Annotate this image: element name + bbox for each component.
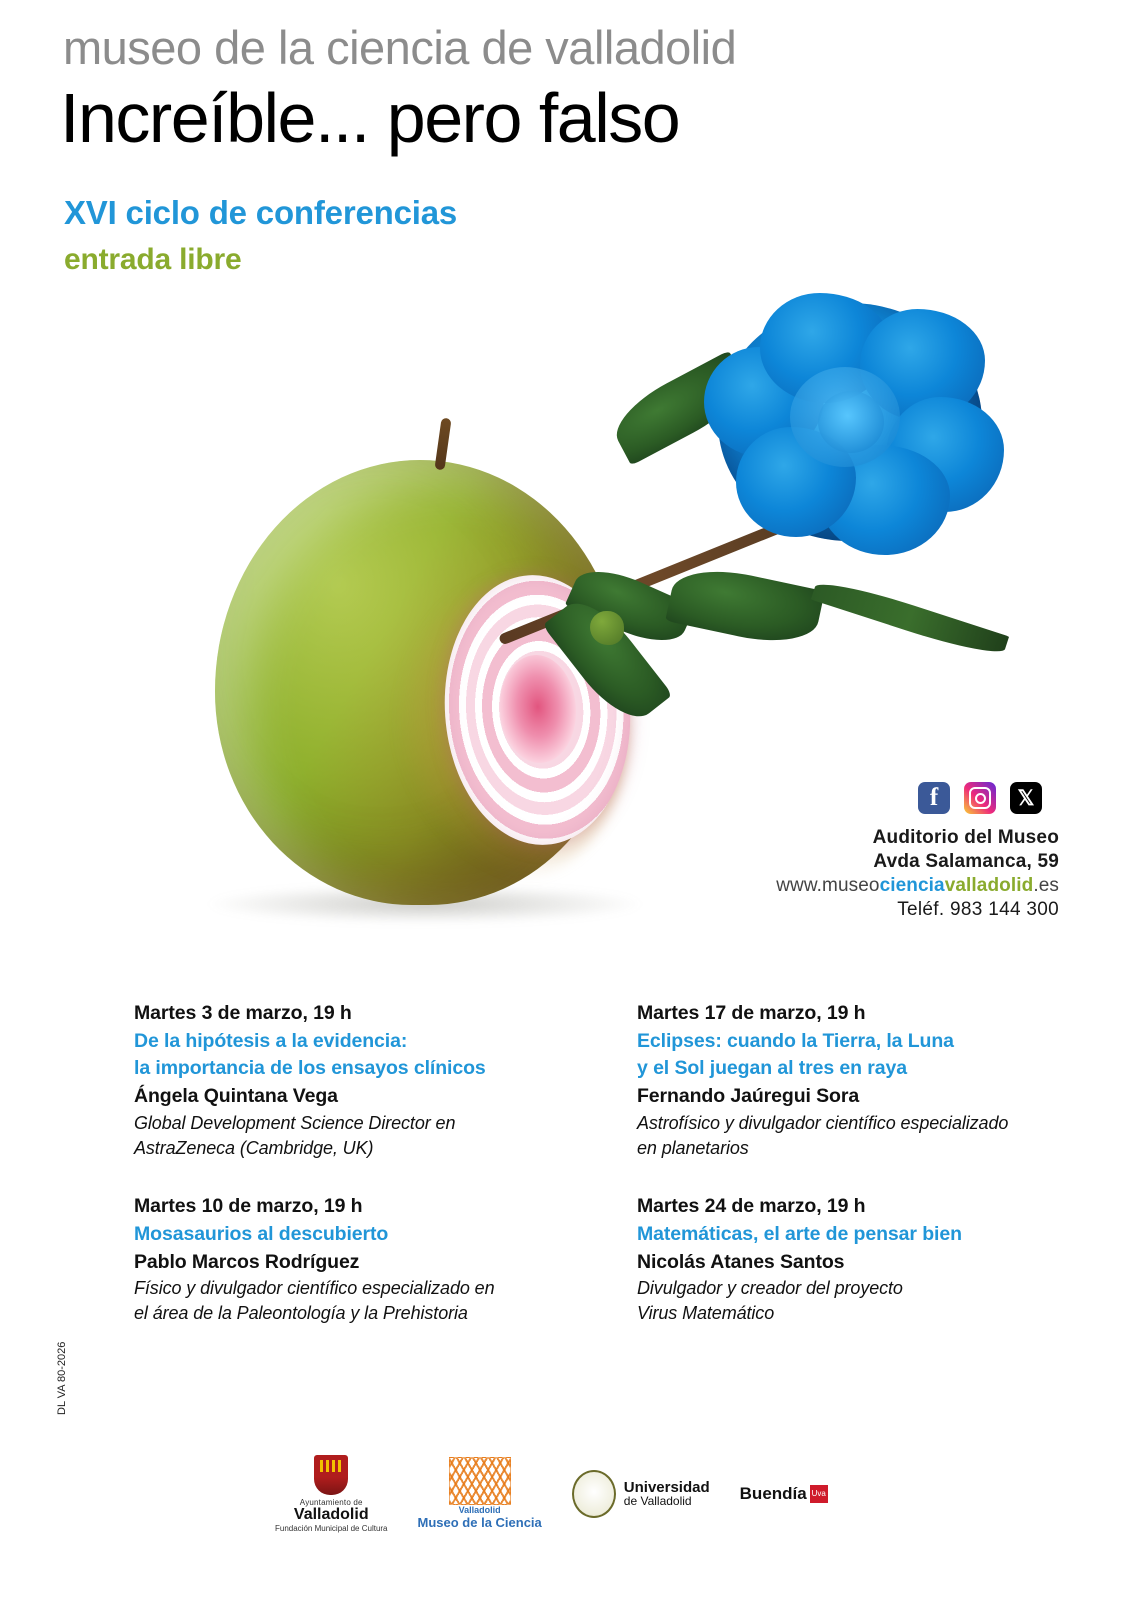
museum-name: museo de la ciencia de valladolid: [63, 21, 737, 74]
logo-line-3: Fundación Municipal de Cultura: [275, 1523, 388, 1533]
logo-line-1: Ayuntamiento de: [299, 1498, 363, 1507]
venue-info: [776, 826, 1059, 923]
session-role: Físico y divulgador científico especializado en: [134, 1278, 495, 1299]
onion-core: [496, 652, 579, 765]
session-title-2: y el Sol juegan al tres en raya: [637, 1057, 908, 1080]
logo-line-1: Valladolid: [458, 1505, 501, 1516]
program-column-right: [637, 1000, 1057, 1359]
session-role: Global Development Science Director en: [134, 1112, 456, 1133]
facebook-icon[interactable]: f: [918, 782, 950, 814]
logo-buendia: [740, 1484, 828, 1504]
list-item: [637, 1000, 1057, 1160]
url-part-valladolid: valladolid: [944, 875, 1034, 897]
session-role-2: el área de la Paleontología y la Prehistoria: [134, 1303, 468, 1324]
venue-name: Auditorio del Museo: [872, 827, 1059, 848]
session-date: Martes 17 de marzo, 19 h: [637, 1002, 866, 1024]
free-entry-label: entrada libre: [64, 243, 242, 276]
leaf-icon: [665, 560, 825, 652]
website-url[interactable]: [776, 874, 1059, 898]
session-date: Martes 3 de marzo, 19 h: [134, 1002, 352, 1024]
url-suffix: .es: [1033, 875, 1059, 897]
leaf-icon: [811, 575, 1009, 662]
session-date: Martes 10 de marzo, 19 h: [134, 1195, 363, 1218]
url-part-museo: museo: [822, 875, 880, 897]
session-date: Martes 24 de marzo, 19 h: [637, 1195, 866, 1218]
list-item: [134, 1000, 554, 1160]
session-title-2: la importancia de los ensayos clínicos: [134, 1057, 486, 1080]
coat-of-arms-icon: [314, 1455, 348, 1495]
session-title: Eclipses: cuando la Tierra, la Luna: [637, 1029, 954, 1052]
session-title: De la hipótesis a la evidencia:: [134, 1029, 408, 1052]
session-speaker: Nicolás Atanes Santos: [637, 1250, 845, 1273]
session-speaker: Pablo Marcos Rodríguez: [134, 1250, 360, 1273]
flower-bud: [590, 611, 624, 645]
deposit-legal: DL VA 80-2026: [56, 1341, 68, 1415]
session-role-2: en planetarios: [637, 1137, 749, 1158]
buendia-badge: Uva: [810, 1485, 828, 1503]
logo-museo-ciencia: [418, 1457, 542, 1530]
petal-ruffle: [818, 391, 884, 453]
logo-line-2: Museo de la Ciencia: [417, 1515, 542, 1531]
logo-line-1: Universidad: [623, 1478, 710, 1496]
program-column-left: [134, 1000, 554, 1359]
venue-address: Avda Salamanca, 59: [873, 851, 1059, 873]
logo-ayuntamiento-valladolid: [275, 1455, 388, 1533]
logo-line-2: de Valladolid: [623, 1493, 692, 1508]
list-item: [134, 1193, 554, 1326]
session-role-2: Virus Matemático: [637, 1303, 775, 1324]
session-role: Divulgador y creador del proyecto: [637, 1278, 903, 1299]
list-item: [637, 1193, 1057, 1326]
session-title: Matemáticas, el arte de pensar bien: [637, 1223, 962, 1246]
blue-carnation-graphic: [700, 287, 1000, 562]
museum-mark-icon: [449, 1457, 511, 1505]
page-title: Increíble... pero falso: [60, 79, 680, 157]
url-part-ciencia: ciencia: [879, 875, 945, 897]
venue-phone: Teléf. 983 144 300: [897, 899, 1059, 921]
logo-universidad-valladolid: [572, 1470, 710, 1518]
sponsor-logos: [275, 1455, 828, 1533]
logo-line-1: Buendía: [739, 1483, 807, 1503]
instagram-icon[interactable]: [964, 782, 996, 814]
logo-line-2: Valladolid: [293, 1506, 369, 1523]
x-twitter-icon[interactable]: 𝕏: [1010, 782, 1042, 814]
session-role: Astrofísico y divulgador científico especializado: [637, 1112, 1009, 1133]
url-prefix: www.: [776, 875, 823, 897]
session-speaker: Fernando Jaúregui Sora: [637, 1085, 860, 1108]
session-speaker: Ángela Quintana Vega: [134, 1085, 338, 1108]
session-role-2: AstraZeneca (Cambridge, UK): [134, 1137, 374, 1158]
session-title: Mosasaurios al descubierto: [134, 1223, 389, 1246]
social-links[interactable]: [918, 782, 1042, 814]
cycle-subtitle: XVI ciclo de conferencias: [64, 194, 457, 231]
university-seal-icon: [572, 1470, 616, 1518]
